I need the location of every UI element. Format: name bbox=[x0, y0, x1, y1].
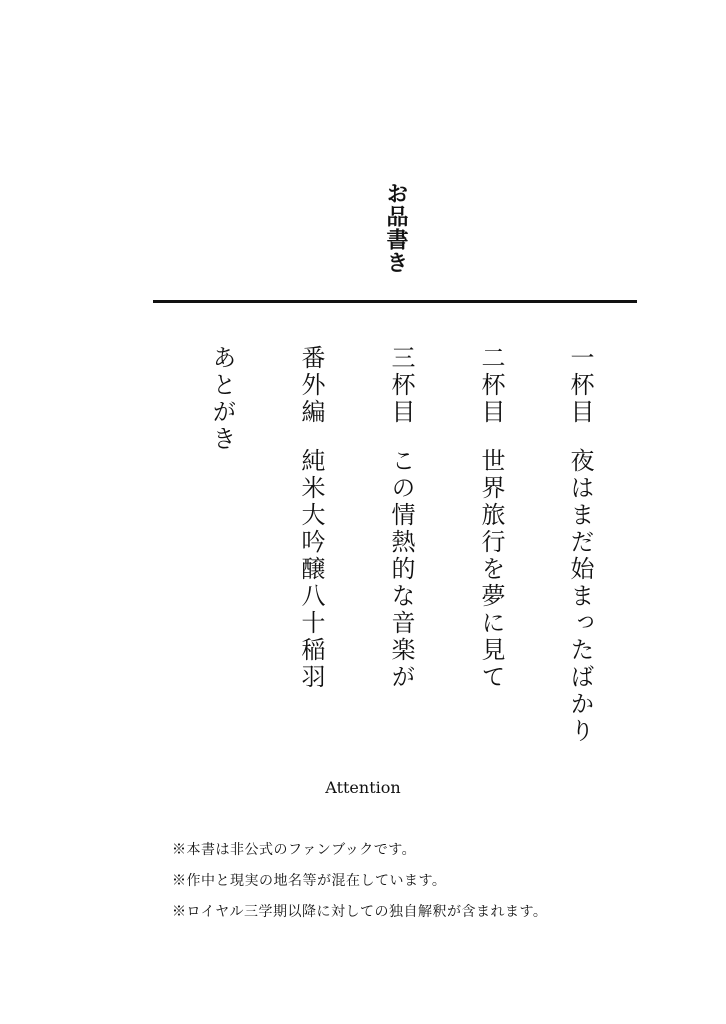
attention-note: ※本書は非公式のファンブックです。 bbox=[172, 842, 417, 858]
toc-entry-1 bbox=[564, 345, 596, 745]
toc-entry-title: 純米大吟醸八十稲羽 bbox=[297, 448, 325, 691]
toc-entry-afterword bbox=[206, 345, 238, 453]
toc-entry-title: あとがき bbox=[208, 345, 236, 453]
toc-entry-title: 夜はまだ始まったばかり bbox=[566, 448, 594, 745]
attention-heading: Attention bbox=[325, 778, 401, 797]
toc-entry-number: 二杯目 bbox=[477, 345, 505, 426]
toc-entry-number: 一杯目 bbox=[566, 345, 594, 426]
toc-entry-3 bbox=[385, 345, 417, 691]
toc-entry-2 bbox=[475, 345, 507, 691]
toc-entry-number: 番外編 bbox=[297, 345, 325, 426]
attention-note: ※作中と現実の地名等が混在しています。 bbox=[172, 873, 447, 889]
attention-notes bbox=[172, 835, 547, 928]
toc-entry-title: 世界旅行を夢に見て bbox=[477, 448, 505, 691]
attention-note: ※ロイヤル三学期以降に対しての独自解釈が含まれます。 bbox=[172, 904, 548, 920]
divider-line bbox=[153, 300, 637, 303]
toc-entry-4 bbox=[295, 345, 327, 691]
menu-title: お品書き bbox=[383, 182, 409, 274]
toc-entry-title: この情熱的な音楽が bbox=[387, 448, 415, 691]
toc-entry-number: 三杯目 bbox=[387, 345, 415, 426]
